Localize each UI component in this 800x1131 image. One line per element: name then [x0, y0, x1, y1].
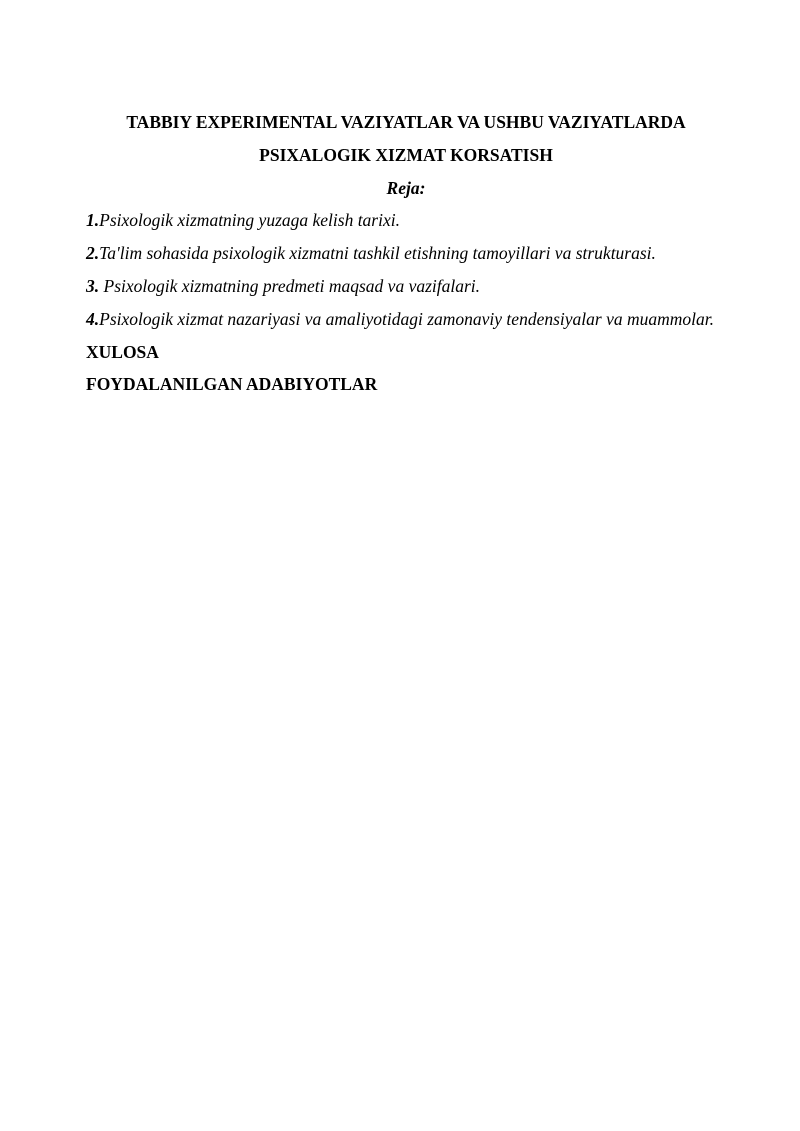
plan-item-number: 2.: [86, 243, 100, 264]
references-heading: FOYDALANILGAN ADABIYOTLAR: [86, 374, 378, 395]
plan-item-2: [86, 237, 726, 270]
title-line-1: TABBIY EXPERIMENTAL VAZIYATLAR VA USHBU VAZIYATLARDA: [126, 112, 686, 132]
plan-item-number: 4.: [86, 308, 100, 329]
plan-heading: Reja:: [386, 177, 426, 198]
plan-item-number: 1.: [86, 210, 100, 231]
plan-item-4: [86, 303, 726, 336]
plan-item-text: Psixologik xizmatning yuzaga kelish tarixi.: [99, 210, 400, 231]
title-line-2: PSIXALOGIK XIZMAT KORSATISH: [259, 144, 553, 165]
plan-item-1: [86, 204, 726, 237]
plan-item-number: 3.: [86, 275, 100, 296]
plan-item-text: Psixologik xizmatning predmeti maqsad va vazifalari.: [99, 275, 481, 296]
plan-item-text: Ta'lim sohasida psixologik xizmatni tashkil etishning tamoyillari va strukturasi.: [99, 243, 656, 264]
document-title: [86, 106, 726, 172]
plan-item-text: Psixologik xizmat nazariyasi va amaliyotidagi zamonaviy tendensiyalar va muammolar.: [99, 308, 714, 329]
conclusion-heading: XULOSA: [86, 341, 159, 362]
document-content: [86, 106, 726, 401]
plan-item-3: [86, 270, 726, 303]
